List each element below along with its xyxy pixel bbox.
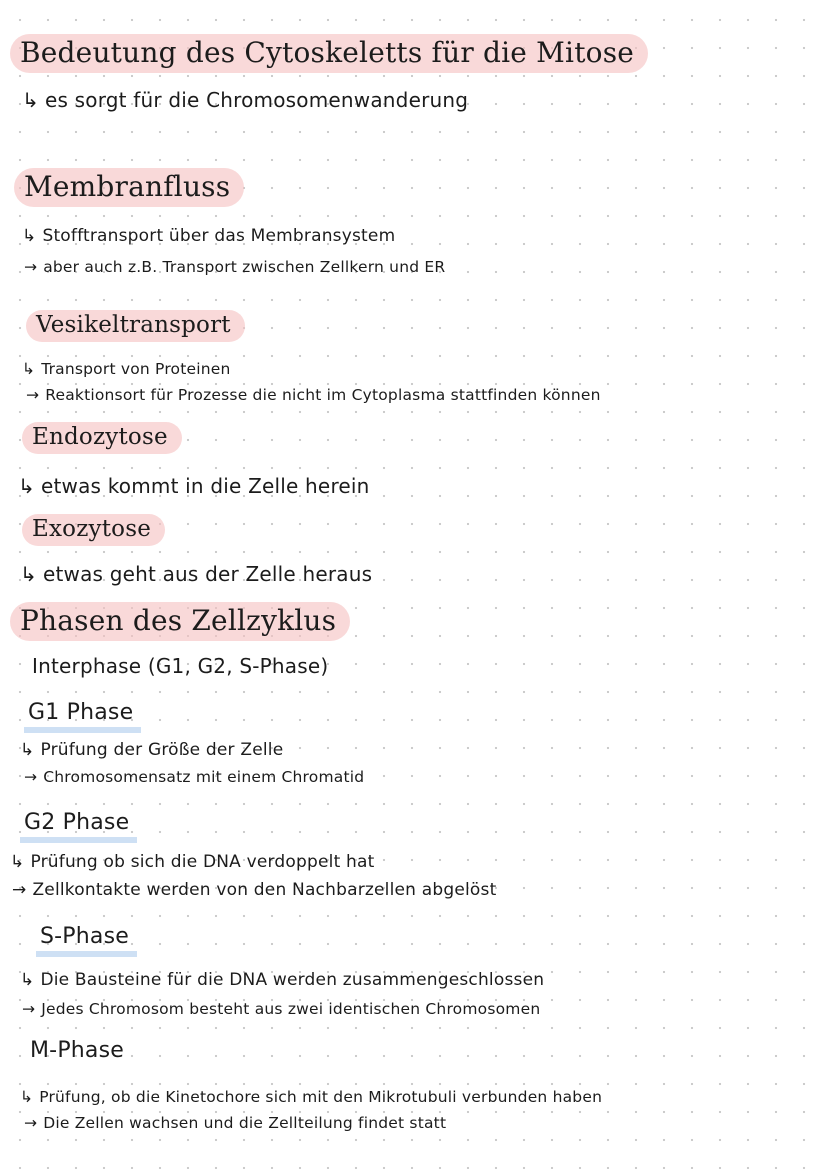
note-chromosomenwanderung: ↳ es sorgt für die Chromosomenwanderung: [22, 88, 469, 112]
note-stofftransport: ↳ Stofftransport über das Membransystem: [22, 226, 396, 246]
heading-vesikeltransport: Vesikeltransport: [26, 310, 245, 342]
heading-phasen-zellzyklus: Phasen des Zellzyklus: [10, 602, 350, 641]
heading-exozytose: Exozytose: [22, 514, 165, 546]
label-interphase: Interphase (G1, G2, S-Phase): [32, 654, 329, 678]
note-exozytose: ↳ etwas geht aus der Zelle heraus: [20, 562, 373, 586]
note-endozytose: ↳ etwas kommt in die Zelle herein: [18, 474, 370, 498]
heading-endozytose: Endozytose: [22, 422, 182, 454]
note-g2-zellkontakte: → Zellkontakte werden von den Nachbarzellen abgelöst: [12, 880, 497, 900]
note-g1-chromatid: → Chromosomensatz mit einem Chromatid: [24, 768, 365, 786]
note-g1-groesse: ↳ Prüfung der Größe der Zelle: [20, 740, 284, 760]
note-transport-proteine: ↳ Transport von Proteinen: [22, 360, 231, 378]
note-m-kinetochore: ↳ Prüfung, ob die Kinetochore sich mit den Mikrotubuli verbunden haben: [20, 1088, 603, 1106]
subheading-s-phase: S-Phase: [36, 924, 137, 957]
subheading-g1-phase: G1 Phase: [24, 700, 141, 733]
heading-membranfluss: Membranfluss: [14, 168, 244, 207]
note-reaktionsort: → Reaktionsort für Prozesse die nicht im Cytoplasma stattfinden können: [26, 386, 601, 404]
note-transport-zellkern: → aber auch z.B. Transport zwischen Zellkern und ER: [24, 258, 446, 276]
note-s-chromosom: → Jedes Chromosom besteht aus zwei identischen Chromosomen: [22, 1000, 541, 1018]
note-m-zellteilung: → Die Zellen wachsen und die Zellteilung findet statt: [24, 1114, 447, 1132]
note-g2-dna: ↳ Prüfung ob sich die DNA verdoppelt hat: [10, 852, 375, 872]
note-s-bausteine: ↳ Die Bausteine für die DNA werden zusammengeschlossen: [20, 970, 545, 990]
label-m-phase: M-Phase: [30, 1038, 125, 1063]
subheading-g2-phase: G2 Phase: [20, 810, 137, 843]
heading-cytoskelett-mitose: Bedeutung des Cytoskeletts für die Mitose: [10, 34, 648, 73]
